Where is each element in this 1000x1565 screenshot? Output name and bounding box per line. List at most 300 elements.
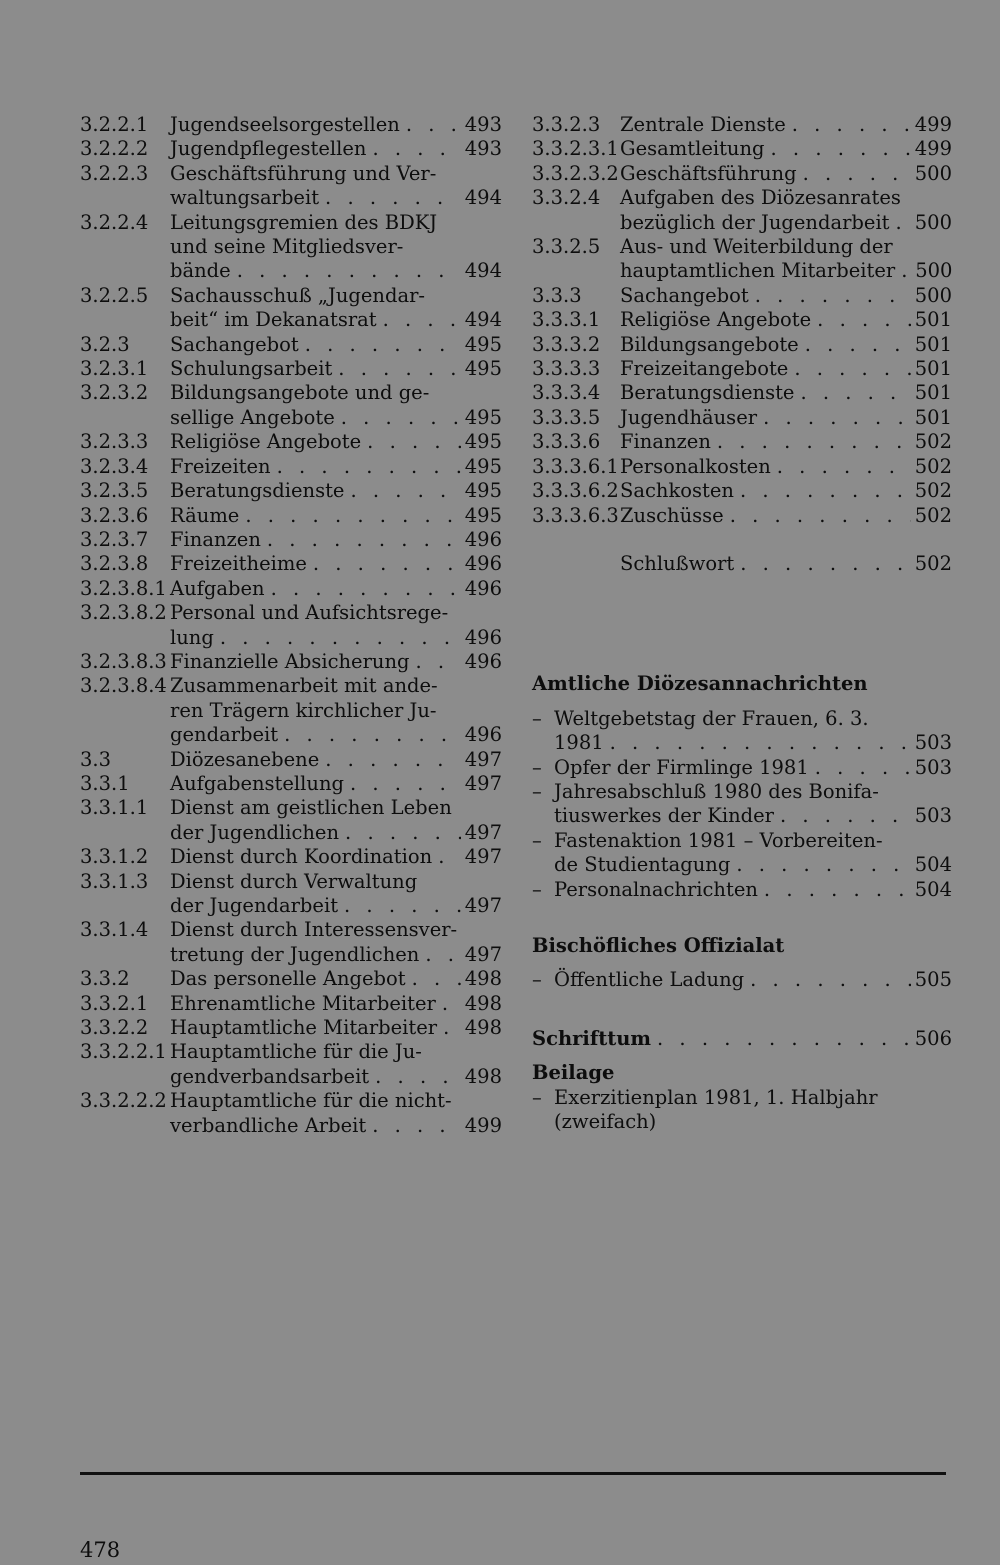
dot-leader bbox=[369, 1065, 461, 1089]
entry-title bbox=[554, 1086, 952, 1135]
dot-leader bbox=[895, 259, 911, 283]
toc-entry bbox=[80, 284, 502, 333]
dash-bullet: – bbox=[532, 828, 542, 852]
page-ref: 495 bbox=[464, 503, 502, 527]
toc-entry bbox=[80, 528, 502, 552]
title-line: Zuschüsse bbox=[620, 503, 724, 527]
toc-entry bbox=[532, 430, 952, 454]
entry-title bbox=[620, 162, 952, 186]
toc-entry bbox=[532, 162, 952, 186]
entry-title bbox=[170, 992, 502, 1016]
dot-leader bbox=[711, 430, 911, 454]
dot-leader bbox=[265, 577, 461, 601]
entry-title bbox=[170, 1040, 502, 1089]
page-ref: 497 bbox=[464, 845, 502, 869]
title-last-line bbox=[170, 308, 502, 332]
page-ref: 495 bbox=[464, 454, 502, 478]
title-line: 1981 bbox=[554, 731, 604, 755]
title-line: verbandliche Arbeit bbox=[170, 1113, 367, 1137]
page-ref: 495 bbox=[464, 479, 502, 503]
title-line: Freizeitangebote bbox=[620, 357, 789, 381]
section-number: 3.3.2.2.2 bbox=[80, 1089, 167, 1113]
dot-leader bbox=[890, 211, 911, 235]
title-line: Sachangebot bbox=[620, 283, 749, 307]
dot-leader bbox=[344, 772, 461, 796]
toc-entry bbox=[80, 162, 502, 211]
dot-leader bbox=[231, 259, 461, 283]
title-last-line bbox=[170, 1114, 502, 1138]
title-last-line bbox=[170, 137, 502, 161]
entry-title bbox=[170, 1089, 502, 1138]
section-number: 3.3.3.6.3 bbox=[532, 503, 619, 527]
entry-title bbox=[170, 528, 502, 552]
page-ref: 497 bbox=[464, 820, 502, 844]
title-last-line bbox=[170, 748, 502, 772]
page-ref: 504 bbox=[914, 877, 952, 901]
section-number: 3.3.3 bbox=[532, 283, 582, 307]
page-ref: 501 bbox=[914, 308, 952, 332]
entry-title bbox=[170, 430, 502, 454]
title-line: Sachausschuß „Jugendar- bbox=[170, 283, 426, 307]
section-number: 3.2.3.8.1 bbox=[80, 576, 167, 600]
page-ref: 495 bbox=[464, 430, 502, 454]
entry-title bbox=[170, 918, 502, 967]
section-number: 3.3.2.3.2 bbox=[532, 161, 619, 185]
title-last-line bbox=[620, 113, 952, 137]
section-number: 3.3.2.3.1 bbox=[532, 137, 619, 161]
dot-leader bbox=[338, 894, 461, 918]
toc-entry bbox=[532, 381, 952, 405]
page-ref: 496 bbox=[464, 723, 502, 747]
entry-title bbox=[620, 381, 952, 405]
entry-title bbox=[170, 552, 502, 576]
toc-entry bbox=[80, 479, 502, 503]
toc-entry bbox=[80, 967, 502, 991]
page-number: 478 bbox=[80, 1538, 121, 1562]
section-number: 3.3.3.4 bbox=[532, 381, 601, 405]
section-number: 3.2.3.8 bbox=[80, 552, 149, 576]
title-line: gendarbeit bbox=[170, 723, 279, 747]
page-ref: 501 bbox=[914, 405, 952, 429]
entry-title bbox=[620, 430, 952, 454]
title-line: Sachkosten bbox=[620, 479, 734, 503]
dot-leader bbox=[361, 430, 461, 454]
dot-leader bbox=[271, 455, 461, 479]
title-line: Aufgaben des Diözesanrates bbox=[620, 186, 901, 210]
title-line: Jugendhäuser bbox=[620, 405, 758, 429]
title-last-line bbox=[170, 406, 502, 430]
dash-bullet: – bbox=[532, 779, 542, 803]
toc-entry bbox=[80, 357, 502, 381]
toc-entry bbox=[532, 479, 952, 503]
beilage-heading: Beilage bbox=[532, 1061, 615, 1085]
entry-title bbox=[620, 357, 952, 381]
title-last-line bbox=[620, 406, 952, 430]
title-last-line bbox=[170, 528, 502, 552]
title-line: Weltgebetstag der Frauen, 6. 3. bbox=[554, 706, 869, 730]
title-last-line bbox=[554, 756, 952, 780]
toc-entry bbox=[532, 357, 952, 381]
dot-leader bbox=[335, 406, 461, 430]
dot-leader bbox=[765, 137, 911, 161]
title-last-line bbox=[170, 821, 502, 845]
title-line: lung bbox=[170, 625, 214, 649]
dot-leader bbox=[436, 992, 461, 1016]
schrifttum-heading: Schrifttum bbox=[532, 1026, 652, 1050]
title-last-line bbox=[170, 504, 502, 528]
title-last-line bbox=[170, 992, 502, 1016]
entry-title bbox=[620, 235, 952, 284]
title-line: gendverbandsarbeit bbox=[170, 1064, 370, 1088]
footer-rule bbox=[80, 1472, 946, 1475]
section-number: 3.3.2.2.1 bbox=[80, 1040, 167, 1064]
title-line: ren Trägern kirchlicher Ju- bbox=[170, 698, 437, 722]
dot-leader bbox=[749, 284, 911, 308]
title-line: Diözesanebene bbox=[170, 747, 320, 771]
dot-leader bbox=[366, 1114, 461, 1138]
entry-title bbox=[620, 284, 952, 308]
dot-leader bbox=[799, 333, 911, 357]
title-line: Hauptamtliche für die Ju- bbox=[170, 1040, 422, 1064]
title-last-line bbox=[170, 943, 502, 967]
toc-entry bbox=[80, 601, 502, 650]
section-number: 3.3.2.2 bbox=[80, 1016, 149, 1040]
section-number: 3.2.2.4 bbox=[80, 210, 149, 234]
title-line: bände bbox=[170, 259, 231, 283]
bullet-entry bbox=[532, 1086, 952, 1135]
dot-leader bbox=[757, 406, 911, 430]
dash-bullet: – bbox=[532, 968, 542, 992]
dot-leader bbox=[406, 967, 461, 991]
dot-leader bbox=[278, 723, 461, 747]
page-ref: 501 bbox=[914, 332, 952, 356]
section-number: 3.3.3.1 bbox=[532, 308, 601, 332]
entry-title bbox=[170, 967, 502, 991]
section-number: 3.3.1.2 bbox=[80, 845, 149, 869]
page-ref: 497 bbox=[464, 747, 502, 771]
toc-entry bbox=[80, 650, 502, 674]
toc-right-entries bbox=[532, 113, 952, 528]
title-last-line bbox=[170, 723, 502, 747]
title-line: waltungsarbeit bbox=[170, 186, 320, 210]
entry-title bbox=[170, 674, 502, 747]
section-number: 3.2.3.8.3 bbox=[80, 649, 167, 673]
page-ref: 498 bbox=[464, 991, 502, 1015]
closing-page: 502 bbox=[914, 551, 952, 575]
dot-leader bbox=[794, 381, 910, 405]
entry-title bbox=[170, 357, 502, 381]
dot-leader bbox=[771, 455, 911, 479]
section-number: 3.3.3.3 bbox=[532, 357, 601, 381]
dot-leader bbox=[744, 968, 911, 992]
page-ref: 500 bbox=[914, 210, 952, 234]
title-last-line bbox=[554, 853, 952, 877]
title-line: Religiöse Angebote bbox=[170, 430, 362, 454]
title-line: Dienst durch Koordination bbox=[170, 845, 433, 869]
dot-leader bbox=[400, 113, 461, 137]
title-last-line bbox=[170, 967, 502, 991]
page-ref: 493 bbox=[464, 113, 502, 136]
page-ref: 497 bbox=[464, 942, 502, 966]
page-ref: 496 bbox=[464, 649, 502, 673]
title-line: Räume bbox=[170, 503, 240, 527]
entry-title bbox=[170, 577, 502, 601]
title-last-line bbox=[620, 162, 952, 186]
title-last-line bbox=[620, 259, 952, 283]
toc-entry bbox=[80, 796, 502, 845]
dot-leader bbox=[432, 845, 461, 869]
toc-entry bbox=[80, 1040, 502, 1089]
title-line: Religiöse Angebote bbox=[620, 308, 812, 332]
title-line: Aus- und Weiterbildung der bbox=[620, 235, 893, 259]
page-ref: 503 bbox=[914, 731, 952, 755]
title-last-line bbox=[170, 455, 502, 479]
title-line: Finanzen bbox=[170, 527, 261, 551]
dot-leader bbox=[419, 943, 460, 967]
entry-title bbox=[620, 455, 952, 479]
title-last-line bbox=[554, 878, 952, 902]
title-line: hauptamtlichen Mitarbeiter bbox=[620, 259, 896, 283]
amtliche-heading: Amtliche Diözesannachrichten bbox=[532, 672, 868, 696]
offizialat-items bbox=[532, 968, 952, 992]
title-last-line bbox=[170, 772, 502, 796]
title-last-line bbox=[620, 211, 952, 235]
entry-title bbox=[170, 601, 502, 650]
dot-leader bbox=[734, 479, 911, 503]
title-line: Sachangebot bbox=[170, 332, 299, 356]
page-ref: 494 bbox=[464, 259, 502, 283]
bullet-entry bbox=[532, 829, 952, 878]
page-ref: 499 bbox=[914, 113, 952, 136]
title-line: Aufgaben bbox=[170, 576, 265, 600]
page-ref: 502 bbox=[914, 454, 952, 478]
closing-entry bbox=[532, 552, 952, 576]
title-line: Geschäftsführung bbox=[620, 161, 797, 185]
title-last-line bbox=[620, 381, 952, 405]
entry-title bbox=[554, 707, 952, 756]
title-last-line bbox=[170, 1065, 502, 1089]
dot-leader bbox=[239, 504, 460, 528]
title-last-line bbox=[170, 430, 502, 454]
dot-leader bbox=[788, 357, 910, 381]
entry-title bbox=[554, 829, 952, 878]
amtliche-items bbox=[532, 707, 952, 902]
title-line: Dienst durch Interessensver- bbox=[170, 918, 458, 942]
page-ref: 496 bbox=[464, 527, 502, 551]
title-line: de Studientagung bbox=[554, 853, 731, 877]
toc-entry bbox=[80, 1089, 502, 1138]
section-number: 3.2.2.5 bbox=[80, 283, 149, 307]
title-line: der Jugendarbeit bbox=[170, 894, 339, 917]
title-last-line bbox=[554, 968, 952, 992]
page-ref: 498 bbox=[464, 967, 502, 991]
page-ref: 496 bbox=[464, 552, 502, 576]
title-last-line bbox=[170, 845, 502, 869]
title-line: Zentrale Dienste bbox=[620, 113, 786, 136]
toc-entry bbox=[532, 284, 952, 308]
title-line: Bildungsangebote und ge- bbox=[170, 381, 430, 405]
toc-right-column bbox=[532, 113, 952, 1134]
page-ref: 497 bbox=[464, 894, 502, 917]
dot-leader bbox=[786, 113, 911, 137]
page-ref: 500 bbox=[914, 283, 952, 307]
title-line: Freizeitheime bbox=[170, 552, 307, 576]
entry-title bbox=[170, 845, 502, 869]
entry-title bbox=[170, 137, 502, 161]
page-ref: 496 bbox=[464, 576, 502, 600]
title-line: Aufgabenstellung bbox=[170, 771, 345, 795]
section-number: 3.3.1.3 bbox=[80, 869, 149, 893]
dot-leader bbox=[319, 186, 461, 210]
toc-entry bbox=[80, 137, 502, 161]
title-line: Leitungsgremien des BDKJ bbox=[170, 210, 438, 234]
title-last-line bbox=[620, 430, 952, 454]
section-number: 3.2.3.3 bbox=[80, 430, 149, 454]
title-line: Dienst am geistlichen Leben bbox=[170, 796, 452, 820]
page-ref: 493 bbox=[464, 137, 502, 161]
entry-title bbox=[554, 756, 952, 780]
dot-leader bbox=[377, 308, 461, 332]
title-line: Fastenaktion 1981 – Vorbereiten- bbox=[554, 828, 883, 852]
dot-leader bbox=[604, 731, 911, 755]
dot-leader bbox=[758, 878, 911, 902]
dot-leader bbox=[730, 853, 910, 877]
entry-title bbox=[620, 333, 952, 357]
toc-entry bbox=[532, 333, 952, 357]
entry-title bbox=[170, 162, 502, 211]
dash-bullet: – bbox=[532, 877, 542, 901]
title-line: beit“ im Dekanatsrat bbox=[170, 308, 377, 332]
section-number: 3.3.1.1 bbox=[80, 796, 149, 820]
title-line: tretung der Jugendlichen bbox=[170, 942, 420, 966]
page-ref: 496 bbox=[464, 625, 502, 649]
section-number: 3.2.3.5 bbox=[80, 479, 149, 503]
dash-bullet: – bbox=[532, 755, 542, 779]
title-line: Das personelle Angebot bbox=[170, 967, 406, 991]
section-number: 3.2.3.1 bbox=[80, 357, 149, 381]
entry-title bbox=[170, 333, 502, 357]
title-last-line bbox=[620, 357, 952, 381]
title-last-line bbox=[170, 552, 502, 576]
section-number: 3.3 bbox=[80, 747, 112, 771]
dash-bullet: – bbox=[532, 706, 542, 730]
title-last-line bbox=[554, 1110, 952, 1134]
dot-leader bbox=[724, 504, 911, 528]
section-number: 3.3.2.3 bbox=[532, 113, 601, 136]
title-last-line bbox=[620, 137, 952, 161]
toc-entry bbox=[80, 992, 502, 1016]
section-number: 3.3.1 bbox=[80, 771, 130, 795]
entry-title bbox=[554, 780, 952, 829]
dot-leader bbox=[811, 308, 911, 332]
dot-leader bbox=[214, 626, 461, 650]
toc-entry bbox=[80, 552, 502, 576]
bullet-entry bbox=[532, 780, 952, 829]
section-number: 3.2.3.7 bbox=[80, 527, 149, 551]
toc-entry bbox=[532, 455, 952, 479]
toc-entry bbox=[532, 186, 952, 235]
dot-leader bbox=[261, 528, 461, 552]
page-ref: 500 bbox=[915, 259, 953, 283]
title-line: Jugendseelsorgestellen bbox=[170, 113, 400, 136]
entry-title bbox=[170, 1016, 502, 1040]
title-last-line bbox=[170, 894, 502, 918]
title-line: Personal und Aufsichtsrege- bbox=[170, 601, 449, 625]
toc-entry bbox=[80, 333, 502, 357]
schrifttum-entry bbox=[532, 1027, 952, 1051]
page-ref: 499 bbox=[464, 1113, 502, 1137]
dot-leader bbox=[437, 1016, 461, 1040]
section-number: 3.3.2.1 bbox=[80, 991, 149, 1015]
page-ref: 501 bbox=[914, 357, 952, 381]
title-line: Personalkosten bbox=[620, 454, 771, 478]
entry-title bbox=[554, 968, 952, 992]
section-number: 3.2.3.8.4 bbox=[80, 674, 167, 698]
title-last-line bbox=[170, 577, 502, 601]
section-number: 3.3.3.6 bbox=[532, 430, 601, 454]
section-number: 3.3.2 bbox=[80, 967, 130, 991]
toc-entry bbox=[532, 137, 952, 161]
toc-left-column bbox=[80, 113, 502, 1138]
page-ref: 498 bbox=[464, 1064, 502, 1088]
section-number: 3.2.3.4 bbox=[80, 454, 149, 478]
entry-title bbox=[170, 455, 502, 479]
dot-leader bbox=[734, 552, 911, 576]
section-number: 3.3.2.5 bbox=[532, 235, 601, 259]
section-number: 3.2.3.6 bbox=[80, 503, 149, 527]
entry-title bbox=[170, 381, 502, 430]
page-ref: 503 bbox=[914, 804, 952, 828]
title-last-line bbox=[620, 308, 952, 332]
entry-title bbox=[620, 113, 952, 137]
toc-entry bbox=[80, 674, 502, 747]
page-ref: 498 bbox=[464, 1016, 502, 1040]
entry-title bbox=[170, 479, 502, 503]
entry-title bbox=[554, 878, 952, 902]
title-line: Hauptamtliche Mitarbeiter bbox=[170, 1016, 438, 1040]
title-line: Finanzen bbox=[620, 430, 711, 454]
closing-label: Schlußwort bbox=[620, 551, 735, 575]
title-line: Geschäftsführung und Ver- bbox=[170, 161, 437, 185]
title-last-line bbox=[554, 731, 952, 755]
dot-leader bbox=[797, 162, 911, 186]
title-line: Opfer der Firmlinge 1981 bbox=[554, 755, 809, 779]
title-last-line bbox=[620, 479, 952, 503]
toc-entry bbox=[80, 211, 502, 284]
toc-entry bbox=[532, 308, 952, 332]
title-last-line bbox=[170, 626, 502, 650]
bullet-entry bbox=[532, 756, 952, 780]
title-last-line bbox=[620, 284, 952, 308]
dot-leader bbox=[307, 552, 461, 576]
page-ref: 501 bbox=[914, 381, 952, 405]
toc-entry bbox=[80, 455, 502, 479]
toc-entry bbox=[80, 430, 502, 454]
toc-entry bbox=[532, 504, 952, 528]
title-line: Beratungsdienste bbox=[170, 479, 345, 503]
section-number: 3.3.2.4 bbox=[532, 186, 601, 210]
entry-title bbox=[170, 211, 502, 284]
page-ref: 503 bbox=[914, 755, 952, 779]
title-line: sellige Angebote bbox=[170, 405, 335, 429]
title-last-line bbox=[170, 1016, 502, 1040]
title-line: Personalnachrichten bbox=[554, 877, 758, 901]
dot-leader bbox=[332, 357, 460, 381]
title-last-line bbox=[554, 804, 952, 828]
section-number: 3.2.2.3 bbox=[80, 161, 149, 185]
title-last-line bbox=[170, 186, 502, 210]
title-line: Schulungsarbeit bbox=[170, 357, 333, 381]
